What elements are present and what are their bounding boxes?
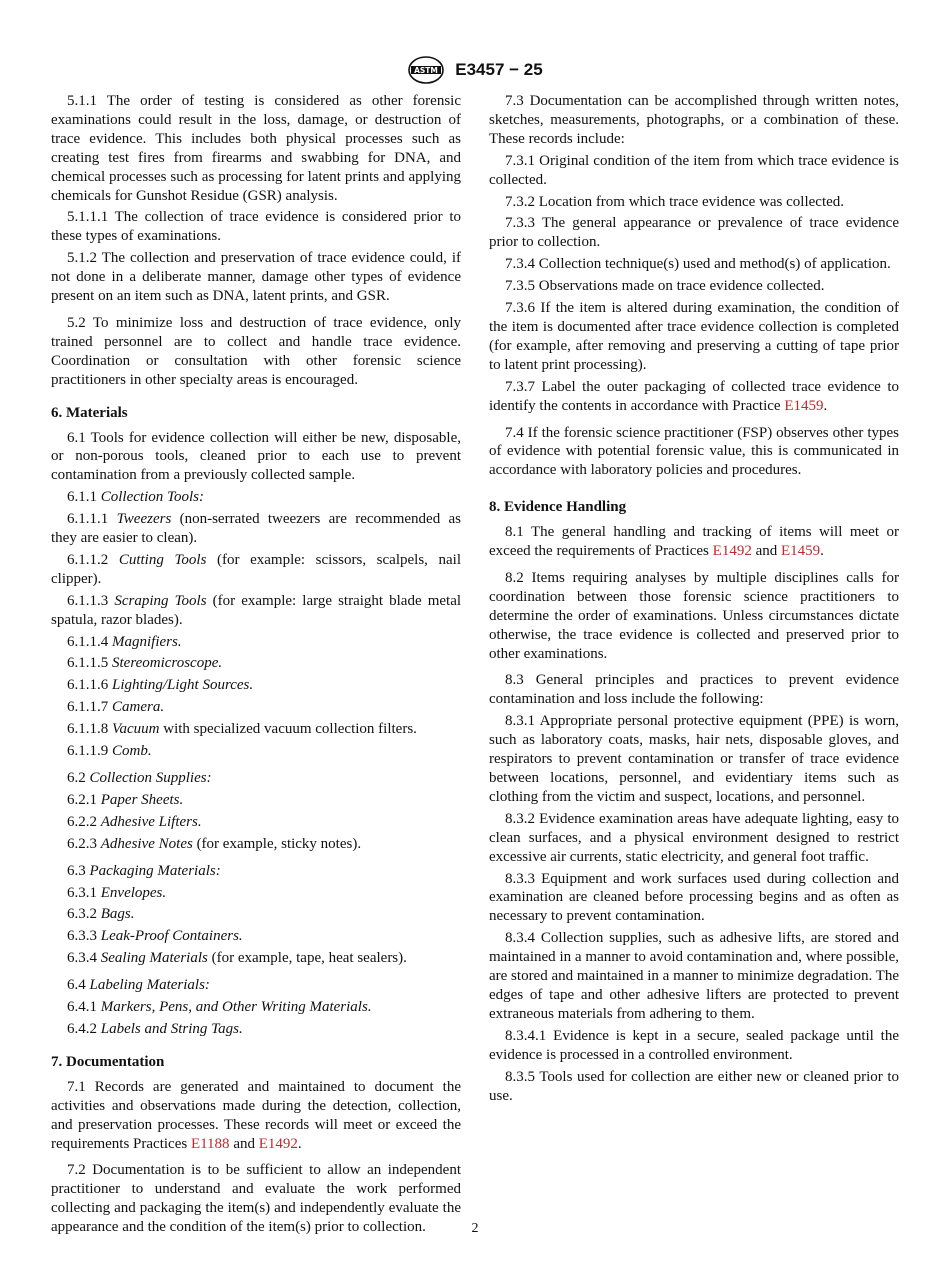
para-7-3-2: 7.3.2 Location from which trace evidence was collected. <box>505 193 845 210</box>
para-8-2: 8.2 Items requiring analyses by multiple disciplines calls for coordination between those forensic science practitioners to determine the order of examinations. Unless circumstances dictate otherwise, the trace evidence is collected and preserved prior to other examinations. <box>489 569 899 662</box>
para-6-4: 6.4 Labeling Materials: <box>67 977 210 994</box>
para-6-1-1-6: 6.1.1.6 Lighting/Light Sources. <box>67 677 254 694</box>
para-8-1: 8.1 The general handling and tracking of items will meet or exceed the requirements of Practices E1492 and E1459. <box>489 524 899 560</box>
para-6-1: 6.1 Tools for evidence collection will either be new, disposable, or non-porous tools, cleaned prior to each use to prevent contamination from a previously collected sample. <box>51 429 461 484</box>
para-7-3-3: 7.3.3 The general appearance or prevalence of trace evidence prior to collection. <box>489 215 899 251</box>
para-6-1-1-2: 6.1.1.2 Cutting Tools (for example: scissors, scalpels, nail clipper). <box>51 551 461 587</box>
para-6-2: 6.2 Collection Supplies: <box>67 770 212 786</box>
astm-logo-icon <box>407 55 445 85</box>
para-6-3-2: 6.3.2 Bags. <box>67 906 135 923</box>
ref-e1492-link[interactable]: E1492 <box>258 1135 298 1152</box>
right-column <box>489 92 899 1108</box>
para-7-3-4: 7.3.4 Collection technique(s) used and method(s) of application. <box>505 256 891 273</box>
section-heading-evidence-handling: 8. Evidence Handling <box>489 499 627 516</box>
para-7-3-1: 7.3.1 Original condition of the item from which trace evidence is collected. <box>489 152 899 188</box>
para-6-3-1: 6.3.1 Envelopes. <box>67 884 167 901</box>
para-7-1: 7.1 Records are generated and maintained to document the activities and observations made during the detection, collection, and preservation processes. These records will meet or exceed the requirements Practices E1188 and E1492. <box>51 1078 461 1152</box>
page-number: 2 <box>471 1221 479 1236</box>
para-8-3-1: 8.3.1 Appropriate personal protective equipment (PPE) is worn, such as laboratory coats, masks, hair nets, disposable gloves, and respirators to prevent contamination or transfer of trace evidence between locations, personnel, and evidentiary items such as clothing from the victim and suspect, locations, and personnel. <box>489 713 899 805</box>
para-6-3: 6.3 Packaging Materials: <box>67 862 221 879</box>
para-8-3-4: 8.3.4 Collection supplies, such as adhesive lifts, are stored and maintained in a manner to avoid contamination and, where possible, are stored and maintained in a manner to minimize degradation. The edges of tape and other adhesive lifters are protected to prevent extraneous materials from adhering to them. <box>489 930 899 1022</box>
para-8-3: 8.3 General principles and practices to prevent evidence contamination and loss include the following: <box>489 672 899 708</box>
ref-e1492-link[interactable]: E1492 <box>712 543 752 560</box>
ref-e1459-link[interactable]: E1459 <box>784 397 824 414</box>
ref-e1188-link[interactable]: E1188 <box>190 1135 230 1152</box>
para-6-3-4: 6.3.4 Sealing Materials (for example, tape, heat sealers). <box>67 950 407 967</box>
ref-e1459-link[interactable]: E1459 <box>781 543 821 560</box>
para-8-3-3: 8.3.3 Equipment and work surfaces used during collection and examination are cleaned before processing begins and as often as necessary to prevent contamination. <box>489 870 899 925</box>
para-8-3-4-1: 8.3.4.1 Evidence is kept in a secure, sealed package until the evidence is processed in a controlled environment. <box>489 1027 899 1063</box>
page-header <box>0 55 950 85</box>
para-7-3-7: 7.3.7 Label the outer packaging of collected trace evidence to identify the contents in accordance with Practice E1459. <box>489 378 899 414</box>
para-6-1-1: 6.1.1 Collection Tools: <box>67 489 204 506</box>
para-6-1-1-8: 6.1.1.8 Vacuum with specialized vacuum collection filters. <box>67 721 417 738</box>
para-6-2-1: 6.2.1 Paper Sheets. <box>67 791 184 808</box>
para-6-1-1-5: 6.1.1.5 Stereomicroscope. <box>67 655 223 672</box>
section-heading-materials: 6. Materials <box>51 404 128 421</box>
para-6-3-3: 6.3.3 Leak-Proof Containers. <box>67 928 243 945</box>
para-6-2-3: 6.2.3 Adhesive Notes (for example, sticky notes). <box>67 835 362 852</box>
para-7-3: 7.3 Documentation can be accomplished through written notes, sketches, measurements, photographs, or a combination of these. These records include: <box>489 93 899 147</box>
para-6-1-1-1: 6.1.1.1 Tweezers (non-serrated tweezers are recommended as they are easier to clean). <box>51 511 462 547</box>
section-heading-documentation: 7. Documentation <box>51 1053 165 1070</box>
standard-designation: E3457 − 25 <box>455 60 543 79</box>
para-6-4-2: 6.4.2 Labels and String Tags. <box>67 1020 243 1037</box>
para-7-3-6: 7.3.6 If the item is altered during examination, the condition of the item is documented after trace evidence collection is completed (for example, after removing and preserving a cutting of tape prior to latent print processing). <box>489 300 899 373</box>
para-5-1-1: 5.1.1 The order of testing is considered as other forensic examinations could result in the loss, damage, or destruction of trace evidence. This includes both physical processes such as creating test fires from firearms and swabbing for DNA, and chemical processes such as processing for latent prints and applying chemicals for Gunshot Residue (GSR) analysis. <box>51 93 461 204</box>
para-8-3-2: 8.3.2 Evidence examination areas have adequate lighting, easy to clean surfaces, and a physical environment designed to restrict excessive air currents, static electricity, and general foot traffic. <box>489 810 899 865</box>
para-6-4-1: 6.4.1 Markers, Pens, and Other Writing Materials. <box>67 999 372 1016</box>
para-5-1-2: 5.1.2 The collection and preservation of trace evidence could, if not done in a deliberate manner, damage other types of evidence present on an item such as DNA, latent prints, and GSR. <box>51 250 461 305</box>
para-7-4: 7.4 If the forensic science practitioner (FSP) observes other types of evidence with potential forensic value, this is communicated in accordance with laboratory policies and procedures. <box>489 424 899 479</box>
para-6-1-1-9: 6.1.1.9 Comb. <box>67 743 152 760</box>
svg-text:ASTM: ASTM <box>414 66 439 75</box>
para-6-2-2: 6.2.2 Adhesive Lifters. <box>67 813 202 830</box>
para-5-2: 5.2 To minimize loss and destruction of trace evidence, only trained personnel are to collect and handle trace evidence. Coordination or consultation with other forensic science practitioners in other specialty areas is encouraged. <box>51 314 461 388</box>
para-7-3-5: 7.3.5 Observations made on trace evidence collected. <box>505 278 825 295</box>
para-6-1-1-3: 6.1.1.3 Scraping Tools (for example: large straight blade metal spatula, razor blades). <box>51 592 462 628</box>
para-5-1-1-1: 5.1.1.1 The collection of trace evidence is considered prior to these types of examinations. <box>51 209 461 245</box>
para-6-1-1-4: 6.1.1.4 Magnifiers. <box>67 633 182 650</box>
para-7-2: 7.2 Documentation is to be sufficient to allow an independent practitioner to understand and evaluate the work performed collecting and packaging the item(s) and independently evaluate the appearance and the condition of the item(s) prior to collection. <box>51 1162 461 1236</box>
left-column <box>51 92 461 1240</box>
para-6-1-1-7: 6.1.1.7 Camera. <box>67 699 165 716</box>
para-8-3-5: 8.3.5 Tools used for collection are either new or cleaned prior to use. <box>489 1068 899 1104</box>
